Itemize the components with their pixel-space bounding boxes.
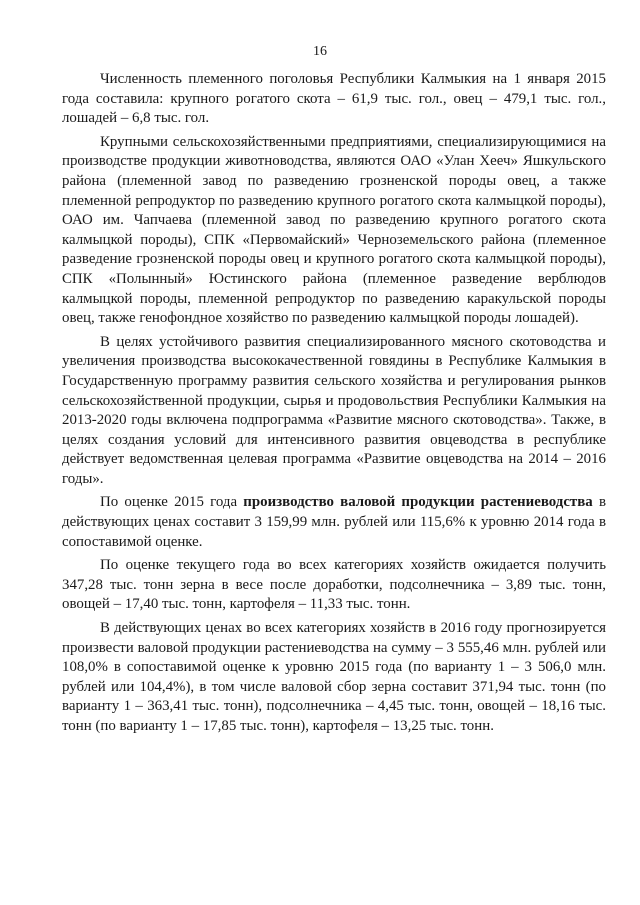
paragraph-current-year-harvest: По оценке текущего года во всех категориях хозяйств ожидается получить 347,28 тыс. тонн зерна в весе после доработки, подсолнечника – 3,89 тыс. тонн, овощей – 17,40 тыс. тонн, картофеля – 11,33 тыс. тонн. — [62, 557, 606, 613]
paragraph-forecast-2016: В действующих ценах во всех категориях хозяйств в 2016 году прогнозируется произвести валовой продукции растениеводства на сумму – 3 555,46 млн. рублей или 108,0% в сопоставимой оценке к уровню 2015 года (по варианту 1 – 3 506,0 млн. рублей или 104,4%), в том числе валовой сбор зерна составит 371,94 тыс. тонн (по варианту 1 – 363,41 тыс. тонн), подсолнечника – 4,45 тыс. тонн, овощей – 18,16 тыс. тонн (по варианту 1 – 17,85 тыс. тонн), картофеля – 13,25 тыс. тонн. — [62, 620, 606, 734]
emphasized-term: производство валовой продукции растениеводства — [243, 494, 593, 511]
paragraph-text-end: в действующих ценах составит 3 159,99 млн. рублей или 115,6% к уровню 2014 года в сопоставимой оценке. — [62, 494, 606, 550]
document-body — [62, 70, 606, 737]
paragraph-agricultural-enterprises: Крупными сельскохозяйственными предприятиями, специализирующимися на производстве продукции животноводства, являются ОАО «Улан Хееч» Яшкульского района (племенной завод по разведению грозненской породы овец, а также племенной репродуктор по разведению крупного рогатого скота калмыцкой породы), ОАО им. Чапчаева (племенной завод по разведению крупного рогатого скота калмыцкой породы), СПК «Первомайский» Черноземельского района (племенное разведение грозненской породы овец и крупного рогатого скота калмыцкой породы), СПК «Полынный» Юстинского района (племенное разведение верблюдов калмыцкой породы, племенной репродуктор по разведению каракульской породы овец, также генофондное хозяйство по разведению калмыцкой породы лошадей). — [62, 133, 606, 327]
paragraph-meat-cattle-program: В целях устойчивого развития специализированного мясного скотоводства и увеличения производства высококачественной говядины в Республике Калмыкия в Государственную программу развития сельского хозяйства и регулирования рынков сельскохозяйственной продукции, сырья и продовольствия Республики Калмыкия на 2013-2020 годы включена подпрограмма «Развитие мясного скотоводства». Также, в целях создания условий для интенсивного развития овцеводства в республике действует ведомственная целевая программа «Развитие овцеводства на 2014 – 2016 годы». — [62, 333, 606, 487]
paragraph-crop-production-2015 — [62, 493, 606, 552]
page-number: 16 — [313, 44, 327, 59]
paragraph-breeding-livestock: Численность племенного поголовья Республики Калмыкия на 1 января 2015 года составила: крупного рогатого скота – 61,9 тыс. гол., овец – 479,1 тыс. гол., лошадей – 6,8 тыс. гол. — [62, 71, 606, 127]
paragraph-text-start: По оценке 2015 года — [100, 494, 244, 511]
